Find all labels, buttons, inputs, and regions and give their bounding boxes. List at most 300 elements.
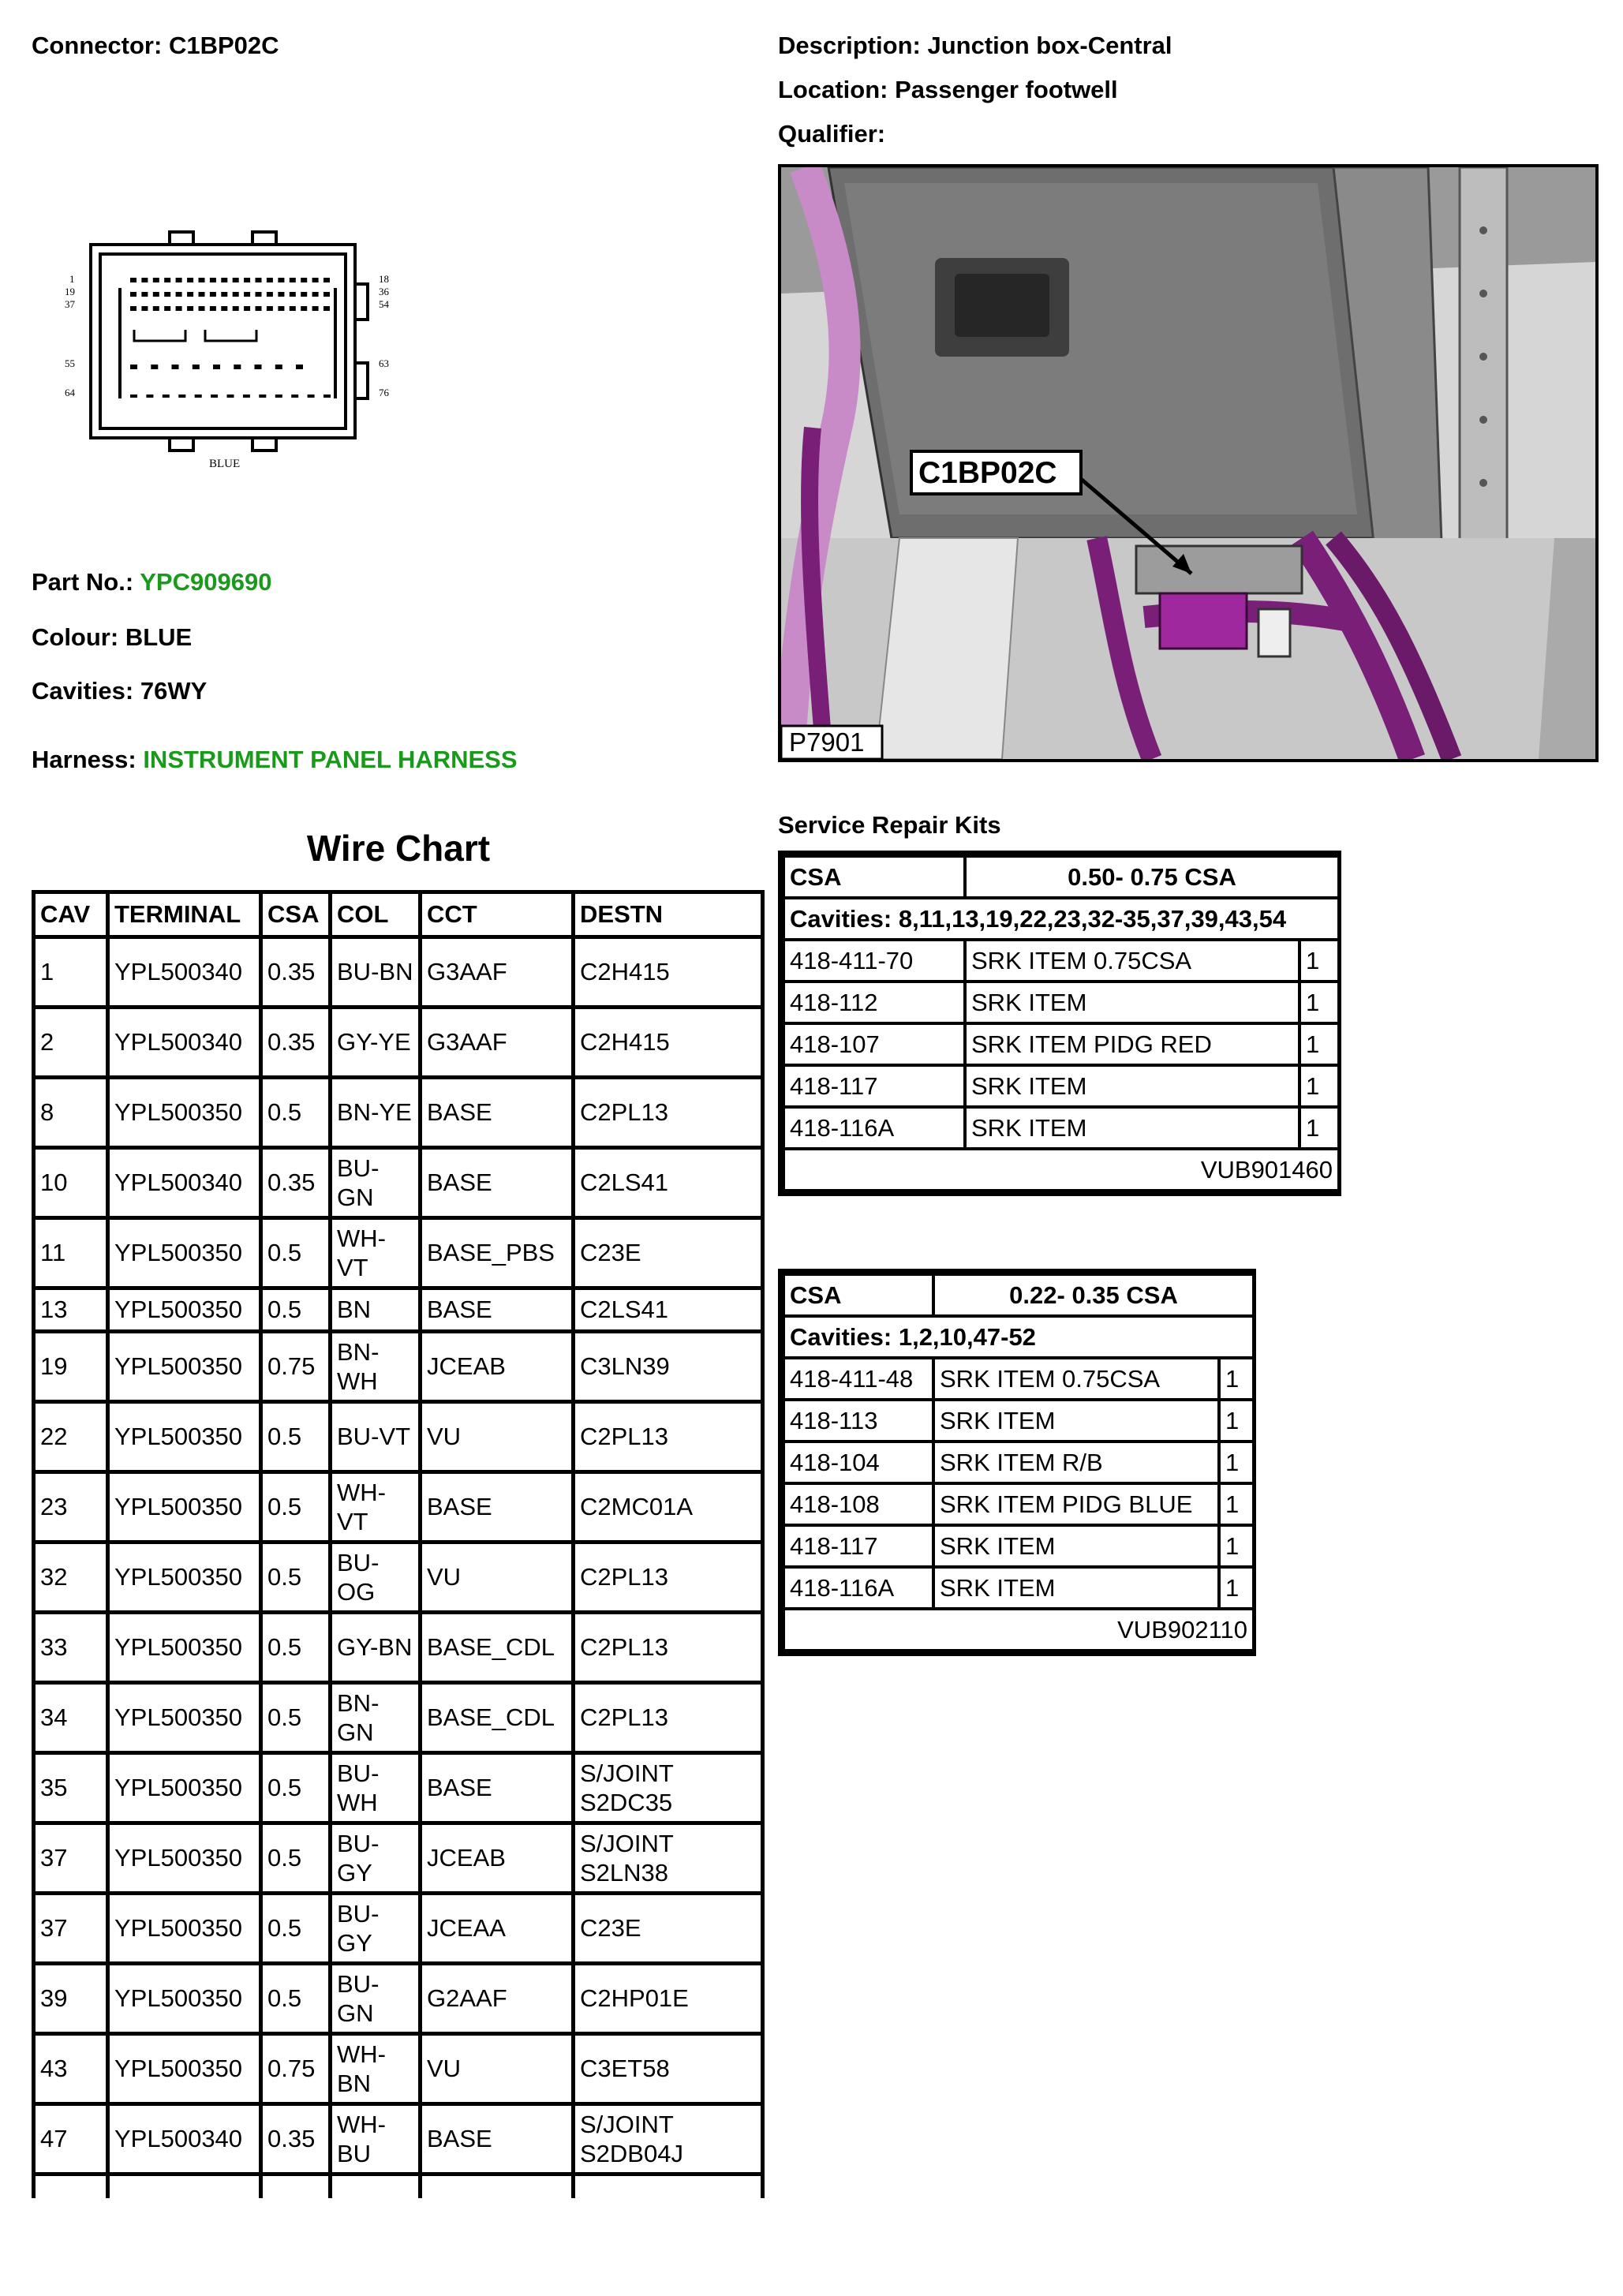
location-value: Passenger footwell — [895, 76, 1118, 103]
pin-cavity — [187, 292, 193, 297]
kit-1-csa-value: 0.50- 0.75 CSA — [965, 856, 1339, 898]
kit-item-part-number[interactable]: 418-116A — [783, 1107, 965, 1149]
pin-cavity — [259, 395, 266, 398]
kit-item-description: SRK ITEM — [965, 1107, 1300, 1149]
wire-cell-cct: BASE_CDL — [421, 1613, 574, 1683]
pin-cavity — [267, 278, 273, 282]
connector-line — [32, 32, 279, 60]
pin-cavity — [164, 292, 170, 297]
kit-item-row — [783, 1567, 1254, 1609]
pin-cavity — [244, 306, 250, 311]
wire-row — [34, 1402, 763, 1472]
wire-cell-csa: 0.5 — [261, 1753, 331, 1823]
pin-cavity — [164, 278, 170, 282]
wire-cell-cav: 2 — [34, 1008, 108, 1078]
pin-cavity — [312, 306, 319, 311]
wire-cell-terminal: YPL500350 — [108, 1218, 261, 1288]
wire-cell-destn: C2HP01E — [574, 1964, 763, 2034]
pin-cavity — [141, 306, 148, 311]
kit-item-part-number[interactable]: 418-116A — [783, 1567, 933, 1609]
pin-cavity — [199, 306, 205, 311]
pin-cavity — [291, 395, 298, 398]
kit-item-description: SRK ITEM — [965, 982, 1300, 1023]
wire-cell-terminal: YPL500350 — [108, 1894, 261, 1964]
wire-row — [34, 1543, 763, 1613]
wire-cell-cav: 22 — [34, 1402, 108, 1472]
kit-item-row — [783, 940, 1339, 982]
wire-cell-cct: BASE — [421, 2104, 574, 2174]
kit-item-row — [783, 1065, 1339, 1107]
pin-cavity — [244, 278, 250, 282]
kit-item-description: SRK ITEM R/B — [933, 1442, 1219, 1483]
kit-item-quantity: 1 — [1219, 1442, 1254, 1483]
wire-row — [34, 1613, 763, 1683]
wire-cell-cct: BASE — [421, 1753, 574, 1823]
wire-cell-empty — [34, 2174, 108, 2199]
wire-cell-csa: 0.5 — [261, 1402, 331, 1472]
pin-label-55: 55 — [65, 357, 75, 369]
wire-cell-terminal: YPL500350 — [108, 1823, 261, 1894]
harness-label: Harness: — [32, 746, 136, 773]
wire-cell-cav: 33 — [34, 1613, 108, 1683]
pin-cavity — [278, 306, 284, 311]
wire-cell-destn: C3LN39 — [574, 1332, 763, 1402]
pin-cavity — [221, 306, 227, 311]
wire-cell-empty — [421, 2174, 574, 2199]
wire-row — [34, 937, 763, 1008]
pin-cavity — [210, 306, 216, 311]
wire-cell-csa: 0.75 — [261, 1332, 331, 1402]
kit-item-description: SRK ITEM — [933, 1567, 1219, 1609]
kit-item-row — [783, 1400, 1254, 1442]
col-header-col: COL — [331, 892, 421, 937]
wire-cell-terminal: YPL500350 — [108, 1332, 261, 1402]
wire-cell-destn: C2PL13 — [574, 1402, 763, 1472]
pin-cavity — [323, 278, 330, 282]
pin-cavity — [323, 292, 330, 297]
pin-cavity — [312, 292, 319, 297]
pin-cavity — [178, 395, 185, 398]
pin-cavity — [323, 306, 330, 311]
kit-item-part-number[interactable]: 418-108 — [783, 1483, 933, 1525]
wire-cell-terminal: YPL500350 — [108, 2034, 261, 2104]
wire-cell-csa: 0.5 — [261, 1288, 331, 1332]
pin-cavity — [153, 306, 159, 311]
wire-cell-col: WH-VT — [331, 1218, 421, 1288]
wire-cell-csa: 0.35 — [261, 2104, 331, 2174]
wire-cell-col: WH-VT — [331, 1472, 421, 1543]
wire-cell-cct: BASE — [421, 1472, 574, 1543]
pin-cavity — [267, 306, 273, 311]
wire-row — [34, 1332, 763, 1402]
pin-cavity — [255, 365, 262, 369]
pin-cavity — [130, 365, 137, 369]
pin-cavity — [256, 306, 262, 311]
pin-cavity — [301, 278, 307, 282]
wire-cell-col: BU-GN — [331, 1148, 421, 1218]
kit-item-part-number[interactable]: 418-107 — [783, 1023, 965, 1065]
kit-item-part-number[interactable]: 418-411-70 — [783, 940, 965, 982]
wire-cell-destn: C23E — [574, 1894, 763, 1964]
kit-2-csa-value: 0.22- 0.35 CSA — [933, 1274, 1254, 1316]
wire-cell-csa: 0.5 — [261, 1683, 331, 1753]
wire-row — [34, 1823, 763, 1894]
part-no-line — [32, 568, 271, 596]
pin-cavity — [130, 395, 137, 398]
wire-cell-cct: JCEAA — [421, 1894, 574, 1964]
pin-cavity — [141, 278, 148, 282]
pin-cavity — [301, 306, 307, 311]
wire-row — [34, 1894, 763, 1964]
wire-cell-cct: G2AAF — [421, 1964, 574, 2034]
wire-cell-terminal: YPL500350 — [108, 1683, 261, 1753]
pin-label-37: 37 — [65, 298, 75, 310]
pin-label-63: 63 — [379, 357, 389, 369]
pin-label-36: 36 — [379, 286, 389, 297]
pin-cavity — [130, 306, 136, 311]
kit-item-part-number[interactable]: 418-104 — [783, 1442, 933, 1483]
wire-cell-csa: 0.5 — [261, 1472, 331, 1543]
wire-cell-destn: C2H415 — [574, 937, 763, 1008]
col-header-csa: CSA — [261, 892, 331, 937]
kit-item-description: SRK ITEM PIDG RED — [965, 1023, 1300, 1065]
kit-item-part-number[interactable]: 418-112 — [783, 982, 965, 1023]
repair-kit-1 — [778, 851, 1341, 1196]
pin-cavity — [296, 365, 303, 369]
kit-item-part-number[interactable]: 418-411-48 — [783, 1358, 933, 1400]
wire-cell-terminal: YPL500350 — [108, 1964, 261, 2034]
wire-cell-empty — [574, 2174, 763, 2199]
wire-cell-csa: 0.5 — [261, 1894, 331, 1964]
pin-cavity — [210, 278, 216, 282]
kit-item-quantity: 1 — [1219, 1567, 1254, 1609]
col-header-destn: DESTN — [574, 892, 763, 937]
wire-cell-terminal: YPL500340 — [108, 1008, 261, 1078]
diagram-colour-label: BLUE — [209, 458, 241, 470]
wire-cell-terminal: YPL500350 — [108, 1402, 261, 1472]
wire-row — [34, 2034, 763, 2104]
wire-cell-terminal: YPL500340 — [108, 937, 261, 1008]
pin-cavity — [323, 395, 331, 398]
wire-cell-cct: BASE — [421, 1288, 574, 1332]
pin-cavity — [199, 278, 205, 282]
wire-cell-cav: 11 — [34, 1218, 108, 1288]
pin-cavity — [195, 395, 202, 398]
pin-cavity — [233, 292, 239, 297]
wire-cell-cav: 35 — [34, 1753, 108, 1823]
wire-cell-destn: C2PL13 — [574, 1683, 763, 1753]
kit-item-quantity: 1 — [1300, 940, 1339, 982]
wire-cell-col: BU-WH — [331, 1753, 421, 1823]
pin-cavity — [130, 278, 136, 282]
kit-1-number[interactable]: VUB901460 — [783, 1149, 1339, 1191]
wire-cell-cct: JCEAB — [421, 1823, 574, 1894]
wire-cell-terminal: YPL500340 — [108, 2104, 261, 2174]
pin-cavity — [308, 395, 315, 398]
wire-cell-col: WH-BN — [331, 2034, 421, 2104]
kit-item-description: SRK ITEM 0.75CSA — [965, 940, 1300, 982]
description-line — [778, 32, 1172, 60]
pin-cavity — [233, 306, 239, 311]
description-value: Junction box-Central — [927, 32, 1172, 59]
wire-cell-col: BN-WH — [331, 1332, 421, 1402]
wire-cell-csa: 0.5 — [261, 1218, 331, 1288]
location-line — [778, 76, 1118, 104]
part-no-value[interactable]: YPC909690 — [140, 568, 272, 596]
pin-label-18: 18 — [379, 273, 389, 285]
wire-cell-terminal: YPL500340 — [108, 1148, 261, 1218]
location-photo — [778, 164, 1599, 762]
wire-cell-cav: 43 — [34, 2034, 108, 2104]
wire-cell-terminal: YPL500350 — [108, 1753, 261, 1823]
wire-cell-terminal: YPL500350 — [108, 1543, 261, 1613]
kit-item-quantity: 1 — [1300, 1023, 1339, 1065]
col-header-cav: CAV — [34, 892, 108, 937]
wire-cell-csa: 0.35 — [261, 937, 331, 1008]
col-header-cct: CCT — [421, 892, 574, 937]
pin-cavity — [227, 395, 234, 398]
wire-cell-csa: 0.5 — [261, 1543, 331, 1613]
service-repair-kits-title: Service Repair Kits — [778, 811, 1001, 839]
location-illustration — [781, 167, 1595, 759]
kit-item-description: SRK ITEM PIDG BLUE — [933, 1483, 1219, 1525]
pin-cavity — [153, 292, 159, 297]
wire-cell-cav: 34 — [34, 1683, 108, 1753]
colour-value: BLUE — [125, 623, 193, 651]
wire-cell-csa: 0.5 — [261, 1613, 331, 1683]
pin-cavity — [187, 306, 193, 311]
kit-1-csa-label: CSA — [783, 856, 965, 898]
pin-cavity — [221, 292, 227, 297]
colour-line — [32, 623, 192, 652]
kit-item-row — [783, 1442, 1254, 1483]
wire-cell-terminal: YPL500350 — [108, 1613, 261, 1683]
wire-cell-cct: JCEAB — [421, 1332, 574, 1402]
kit-item-description: SRK ITEM — [933, 1400, 1219, 1442]
kit-item-part-number[interactable]: 418-113 — [783, 1400, 933, 1442]
wire-cell-cct: BASE — [421, 1078, 574, 1148]
wire-chart-table — [32, 890, 765, 2198]
kit-item-quantity: 1 — [1300, 982, 1339, 1023]
kit-2-csa-label: CSA — [783, 1274, 933, 1316]
pin-cavity — [221, 278, 227, 282]
part-no-label: Part No.: — [32, 568, 134, 596]
location-label: Location: — [778, 76, 888, 103]
wire-cell-csa: 0.5 — [261, 1078, 331, 1148]
pin-cavity — [234, 365, 241, 369]
col-header-terminal: TERMINAL — [108, 892, 261, 937]
wire-cell-csa: 0.75 — [261, 2034, 331, 2104]
kit-item-quantity: 1 — [1300, 1065, 1339, 1107]
pin-cavity — [163, 395, 170, 398]
wire-row — [34, 1472, 763, 1543]
pin-cavity — [199, 292, 205, 297]
pin-label-76: 76 — [379, 387, 389, 398]
wire-cell-destn: S/JOINT S2LN38 — [574, 1823, 763, 1894]
wire-cell-empty — [261, 2174, 331, 2199]
wire-cell-cct: BASE_CDL — [421, 1683, 574, 1753]
wire-chart-header-row — [34, 892, 763, 937]
wire-cell-empty — [108, 2174, 261, 2199]
kit-item-description: SRK ITEM — [965, 1065, 1300, 1107]
wire-cell-destn: C23E — [574, 1218, 763, 1288]
wire-row — [34, 1008, 763, 1078]
pin-cavity — [193, 365, 200, 369]
pin-cavity — [130, 292, 136, 297]
wire-row — [34, 1218, 763, 1288]
cavities-line — [32, 677, 207, 705]
wire-cell-col: BU-BN — [331, 937, 421, 1008]
connector-label: Connector: — [32, 32, 163, 59]
pin-cavity — [290, 306, 296, 311]
wire-cell-col: BN-GN — [331, 1683, 421, 1753]
wire-chart-title: Wire Chart — [306, 828, 491, 869]
pin-cavity — [210, 292, 216, 297]
wire-cell-terminal: YPL500350 — [108, 1288, 261, 1332]
wire-cell-destn: S/JOINT S2DB04J — [574, 2104, 763, 2174]
wire-row — [34, 1964, 763, 2034]
wire-cell-cav: 1 — [34, 937, 108, 1008]
wire-cell-terminal: YPL500350 — [108, 1472, 261, 1543]
kit-item-row — [783, 1483, 1254, 1525]
wire-cell-destn: C2LS41 — [574, 1148, 763, 1218]
wire-cell-col: BN — [331, 1288, 421, 1332]
wire-cell-cct: BASE_PBS — [421, 1218, 574, 1288]
pin-label-1: 1 — [69, 273, 75, 285]
wire-row — [34, 1148, 763, 1218]
pin-cavity — [213, 365, 220, 369]
kit-item-quantity: 1 — [1300, 1107, 1339, 1149]
kit-2-number[interactable]: VUB902110 — [783, 1609, 1254, 1651]
wire-row-continued — [34, 2174, 763, 2199]
pin-cavity — [301, 292, 307, 297]
wire-cell-terminal: YPL500350 — [108, 1078, 261, 1148]
pin-cavity — [176, 306, 182, 311]
pin-cavity — [275, 395, 282, 398]
kit-item-row — [783, 1107, 1339, 1149]
wire-cell-destn: C2PL13 — [574, 1613, 763, 1683]
wire-cell-col: GY-BN — [331, 1613, 421, 1683]
pin-cavity — [172, 365, 179, 369]
cavities-value: 76WY — [140, 677, 208, 705]
pin-cavity — [267, 292, 273, 297]
wire-cell-col: BU-OG — [331, 1543, 421, 1613]
connector-face-diagram — [55, 229, 426, 481]
pin-cavity — [233, 278, 239, 282]
wire-row — [34, 2104, 763, 2174]
wire-row — [34, 1288, 763, 1332]
pin-cavity — [312, 278, 319, 282]
wire-cell-cct: VU — [421, 2034, 574, 2104]
wire-cell-cav: 19 — [34, 1332, 108, 1402]
wire-row — [34, 1078, 763, 1148]
wire-cell-cav: 47 — [34, 2104, 108, 2174]
wire-cell-csa: 0.35 — [261, 1148, 331, 1218]
qualifier-label: Qualifier: — [778, 120, 886, 148]
kit-item-description: SRK ITEM 0.75CSA — [933, 1358, 1219, 1400]
wire-cell-col: GY-YE — [331, 1008, 421, 1078]
description-label: Description: — [778, 32, 921, 59]
wire-cell-cav: 37 — [34, 1894, 108, 1964]
wire-cell-destn: C2MC01A — [574, 1472, 763, 1543]
harness-line — [32, 746, 518, 774]
harness-value[interactable]: INSTRUMENT PANEL HARNESS — [143, 746, 518, 773]
kit-item-row — [783, 982, 1339, 1023]
pin-cavity — [243, 395, 250, 398]
kit-item-part-number[interactable]: 418-117 — [783, 1525, 933, 1567]
wire-cell-cct: VU — [421, 1543, 574, 1613]
connector-value: C1BP02C — [168, 32, 279, 59]
wire-row — [34, 1683, 763, 1753]
kit-item-quantity: 1 — [1219, 1358, 1254, 1400]
pin-cavity — [256, 278, 262, 282]
pin-cavity — [275, 365, 282, 369]
pin-cavity — [290, 292, 296, 297]
wire-cell-cav: 10 — [34, 1148, 108, 1218]
kit-item-row — [783, 1525, 1254, 1567]
pin-cavity — [164, 306, 170, 311]
wire-cell-cct: G3AAF — [421, 937, 574, 1008]
kit-item-quantity: 1 — [1219, 1400, 1254, 1442]
wire-cell-col: BU-VT — [331, 1402, 421, 1472]
pin-cavity — [278, 278, 284, 282]
wire-row — [34, 1753, 763, 1823]
wire-cell-cav: 32 — [34, 1543, 108, 1613]
kit-1-cavities: Cavities: 8,11,13,19,22,23,32-35,37,39,43,54 — [783, 898, 1339, 940]
wire-cell-cct: VU — [421, 1402, 574, 1472]
pin-cavity — [141, 292, 148, 297]
wire-cell-destn: C2PL13 — [574, 1543, 763, 1613]
kit-2-cavities: Cavities: 1,2,10,47-52 — [783, 1316, 1254, 1358]
kit-item-row — [783, 1023, 1339, 1065]
wire-cell-cav: 23 — [34, 1472, 108, 1543]
kit-item-quantity: 1 — [1219, 1483, 1254, 1525]
pin-cavity — [211, 395, 218, 398]
wire-cell-cav: 37 — [34, 1823, 108, 1894]
wire-cell-csa: 0.35 — [261, 1008, 331, 1078]
pin-cavity — [151, 365, 158, 369]
colour-label: Colour: — [32, 623, 119, 651]
wire-cell-destn: C2H415 — [574, 1008, 763, 1078]
photo-callout: C1BP02C — [918, 456, 1057, 490]
kit-item-part-number[interactable]: 418-117 — [783, 1065, 965, 1107]
qualifier-line — [778, 120, 885, 148]
wire-cell-col: BU-GN — [331, 1964, 421, 2034]
pin-cavity — [244, 292, 250, 297]
pin-label-19: 19 — [65, 286, 75, 297]
pin-label-54: 54 — [379, 298, 389, 310]
photo-figure-id: P7901 — [789, 727, 865, 757]
wire-cell-csa: 0.5 — [261, 1823, 331, 1894]
wire-cell-csa: 0.5 — [261, 1964, 331, 2034]
cavities-label: Cavities: — [32, 677, 134, 705]
wire-cell-col: BU-GY — [331, 1894, 421, 1964]
pin-cavity — [176, 278, 182, 282]
pin-cavity — [290, 278, 296, 282]
kit-item-quantity: 1 — [1219, 1525, 1254, 1567]
pin-cavity — [146, 395, 153, 398]
kit-item-description: SRK ITEM — [933, 1525, 1219, 1567]
wire-cell-col: WH-BU — [331, 2104, 421, 2174]
wire-cell-cav: 39 — [34, 1964, 108, 2034]
wire-cell-cav: 13 — [34, 1288, 108, 1332]
pin-cavity — [256, 292, 262, 297]
pin-cavity — [187, 278, 193, 282]
wire-cell-destn: C2PL13 — [574, 1078, 763, 1148]
wire-cell-cct: G3AAF — [421, 1008, 574, 1078]
wire-cell-cct: BASE — [421, 1148, 574, 1218]
pin-cavity — [176, 292, 182, 297]
